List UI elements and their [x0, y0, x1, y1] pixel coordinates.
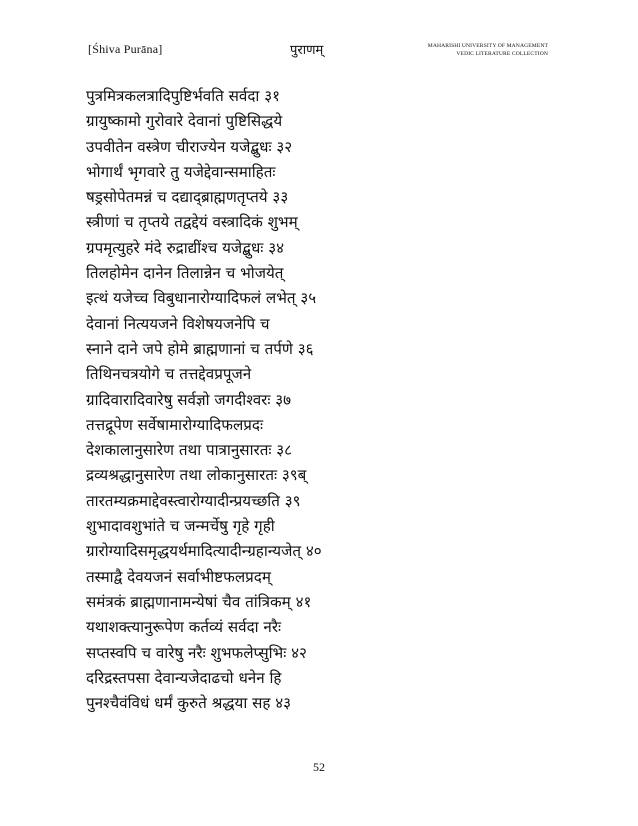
verse-line: दरिद्रस्तपसा देवान्यजेदाढचो धनेन हि	[86, 668, 282, 687]
verse-line: देशकालानुसारेण तथा पात्रानुसारतः ३८	[86, 441, 293, 460]
verse-line: भोगार्थं भृगवारे तु यजेद्देवान्समाहितः	[86, 162, 276, 181]
verse-block	[86, 84, 556, 716]
verse-line: तारतम्यक्रमाद्देवस्त्वारोग्यादीन्प्रयच्छति ३९	[86, 491, 301, 510]
verse-line: उपवीतेन वस्त्रेण चीराज्येन यजेद्बुधः ३२	[86, 137, 293, 156]
verse-line: पुनश्चैवंविधं धर्मं कुरुते श्रद्धया सह ४३	[86, 694, 292, 713]
verse-line: यथाशक्त्यानुरूपेण कर्तव्यं सर्वदा नरैः	[86, 618, 282, 637]
verse-line: ग्रायुष्कामो गुरोवारे देवानां पुष्टिसिद्धये	[86, 112, 283, 131]
verse-line: देवानां नित्ययजने विशेषयजनेपि च	[86, 314, 270, 333]
verse-line: ग्रादिवारादिवारेषु सर्वज्ञो जगदीश्वरः ३७	[86, 390, 292, 409]
header-collection	[412, 42, 548, 58]
header-source-title: [Śhiva Purāna]	[88, 42, 163, 56]
verse-line: पुत्रमित्रकलत्रादिपुष्टिर्भवति सर्वदा ३१	[86, 87, 280, 105]
verse-line: समंत्रकं ब्राह्मणानामन्येषां चैव तांत्रिकम् ४१	[86, 592, 312, 611]
verse-line: तस्माद्वै देवयजनं सर्वाभीष्टफलप्रदम्	[86, 567, 271, 586]
verse-line: शुभादावशुभांते च जन्मर्चेषु गृहे गृही	[86, 517, 275, 536]
verse-line: तिलहोमेन दानेन तिलान्नेन च भोजयेत्	[86, 264, 284, 283]
verse-line: इत्थं यजेच्च विबुधानारोग्यादिफलं लभेत् ३५	[86, 289, 317, 308]
verse-line: तिथिनचत्रयोगे च तत्तद्देवप्रपूजने	[86, 365, 252, 384]
verse-line: षड्रसोपेतमन्नं च दद्याद्ब्राह्मणतृप्तये ३३	[86, 188, 289, 207]
verse-line: ग्रपमृत्युहरे मंदे रुद्राद्यींश्च यजेद्बुधः ३४	[86, 238, 284, 257]
header-purana-title: पुराणम्	[290, 43, 324, 58]
page-number: 52	[313, 760, 325, 774]
verse-line: स्नाने दाने जपे होमे ब्राह्मणानां च तर्पणे ३६	[86, 339, 314, 358]
verse-line: द्रव्यश्रद्धानुसारेण तथा लोकानुसारतः ३९ब्	[86, 466, 307, 485]
verse-line: ग्रारोग्यादिसमृद्धयर्थमादित्यादीन्ग्रहान्यजेत् ४०	[86, 542, 322, 561]
header-collection-line-2: VEDIC LITERATURE COLLECTION	[456, 51, 548, 57]
verse-line: सप्तस्वपि च वारेषु नरैः शुभफलेप्सुभिः ४२	[86, 643, 307, 662]
verse-line: तत्तद्रूपेण सर्वेषामारोग्यादिफलप्रदः	[86, 415, 264, 434]
verse-line: स्त्रीणां च तृप्तये तद्वद्देयं वस्त्रादिकं शुभम्	[86, 213, 298, 232]
header-collection-line-1: MAHARISHI UNIVERSITY OF MANAGEMENT	[427, 43, 548, 49]
